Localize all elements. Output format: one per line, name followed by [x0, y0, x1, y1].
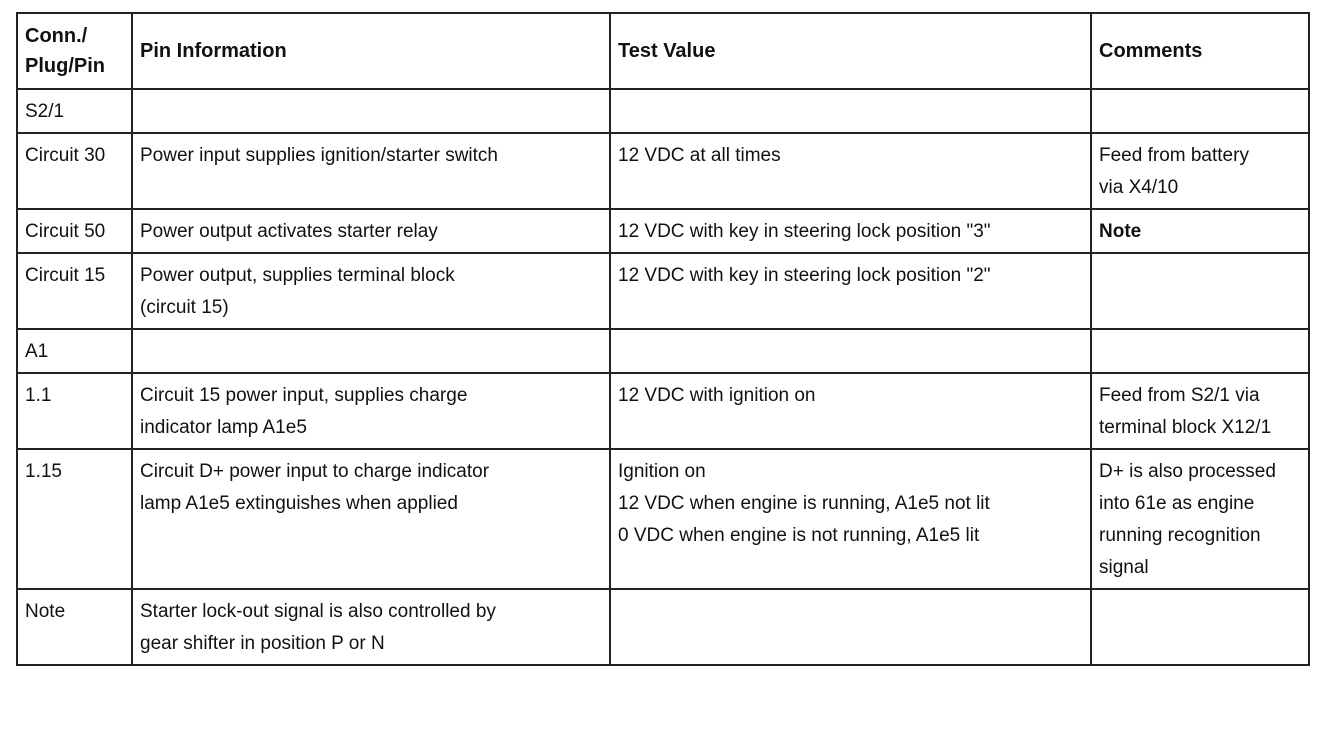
cell-pin: [132, 373, 610, 449]
header-conn-line-2: Plug/Pin: [25, 55, 105, 77]
cell-line: Feed from S2/1 via: [1099, 385, 1260, 406]
table-row: [17, 589, 1309, 665]
cell-pin: [132, 89, 610, 133]
cell-line: indicator lamp A1e5: [140, 417, 307, 438]
table-row: [17, 89, 1309, 133]
cell-conn: S2/1: [17, 89, 132, 133]
table-row: [17, 373, 1309, 449]
cell-test: [610, 449, 1091, 589]
cell-line: 12 VDC at all times: [618, 145, 781, 166]
cell-conn: A1: [17, 329, 132, 373]
cell-comments: [1091, 373, 1309, 449]
cell-comments: [1091, 209, 1309, 253]
cell-line: 12 VDC with key in steering lock position "3": [618, 221, 991, 242]
cell-test: [610, 373, 1091, 449]
header-conn: [17, 13, 132, 89]
cell-comments: [1091, 329, 1309, 373]
cell-pin: [132, 209, 610, 253]
cell-test: [610, 253, 1091, 329]
cell-pin: [132, 449, 610, 589]
cell-line: (circuit 15): [140, 297, 229, 318]
cell-line: Starter lock-out signal is also controlled by: [140, 601, 496, 622]
cell-conn: Circuit 30: [17, 133, 132, 209]
cell-conn: Note: [17, 589, 132, 665]
cell-conn: 1.15: [17, 449, 132, 589]
table-row: [17, 133, 1309, 209]
header-pin-information: Pin Information: [132, 13, 610, 89]
cell-line: D+ is also processed: [1099, 461, 1276, 482]
table-row: [17, 253, 1309, 329]
table-header-row: [17, 13, 1309, 89]
cell-line: into 61e as engine: [1099, 493, 1255, 514]
cell-line: 12 VDC when engine is running, A1e5 not lit: [618, 493, 990, 514]
cell-conn: 1.1: [17, 373, 132, 449]
cell-test: [610, 589, 1091, 665]
table-row: [17, 449, 1309, 589]
cell-line: Power output, supplies terminal block: [140, 265, 455, 286]
cell-line: terminal block X12/1: [1099, 417, 1272, 438]
cell-line: Feed from battery: [1099, 145, 1249, 166]
table-row: [17, 209, 1309, 253]
cell-pin: [132, 589, 610, 665]
cell-line: lamp A1e5 extinguishes when applied: [140, 493, 458, 514]
header-test-value: Test Value: [610, 13, 1091, 89]
cell-line: 12 VDC with key in steering lock position "2": [618, 265, 991, 286]
cell-conn: Circuit 15: [17, 253, 132, 329]
cell-comments: [1091, 589, 1309, 665]
cell-conn: Circuit 50: [17, 209, 132, 253]
cell-test: [610, 329, 1091, 373]
pin-test-table: [16, 12, 1310, 666]
cell-comments: [1091, 253, 1309, 329]
cell-test: [610, 133, 1091, 209]
cell-line: Circuit D+ power input to charge indicator: [140, 461, 490, 482]
cell-pin: [132, 133, 610, 209]
cell-comments: [1091, 449, 1309, 589]
cell-pin: [132, 329, 610, 373]
cell-pin: [132, 253, 610, 329]
cell-comments: [1091, 133, 1309, 209]
cell-test: [610, 89, 1091, 133]
table-row: [17, 329, 1309, 373]
cell-line: via X4/10: [1099, 177, 1179, 198]
cell-line: Power input supplies ignition/starter switch: [140, 145, 499, 166]
cell-line: gear shifter in position P or N: [140, 633, 385, 654]
cell-comments: [1091, 89, 1309, 133]
cell-line: Power output activates starter relay: [140, 221, 438, 242]
cell-line: 0 VDC when engine is not running, A1e5 lit: [618, 525, 980, 546]
cell-line: Ignition on: [618, 461, 706, 482]
cell-line: 12 VDC with ignition on: [618, 385, 816, 406]
header-conn-line-1: Conn./: [25, 25, 88, 47]
header-comments: Comments: [1091, 13, 1309, 89]
cell-test: [610, 209, 1091, 253]
cell-line: Note: [1099, 221, 1142, 242]
cell-line: signal: [1099, 557, 1149, 578]
cell-line: Circuit 15 power input, supplies charge: [140, 385, 468, 406]
cell-line: running recognition: [1099, 525, 1261, 546]
